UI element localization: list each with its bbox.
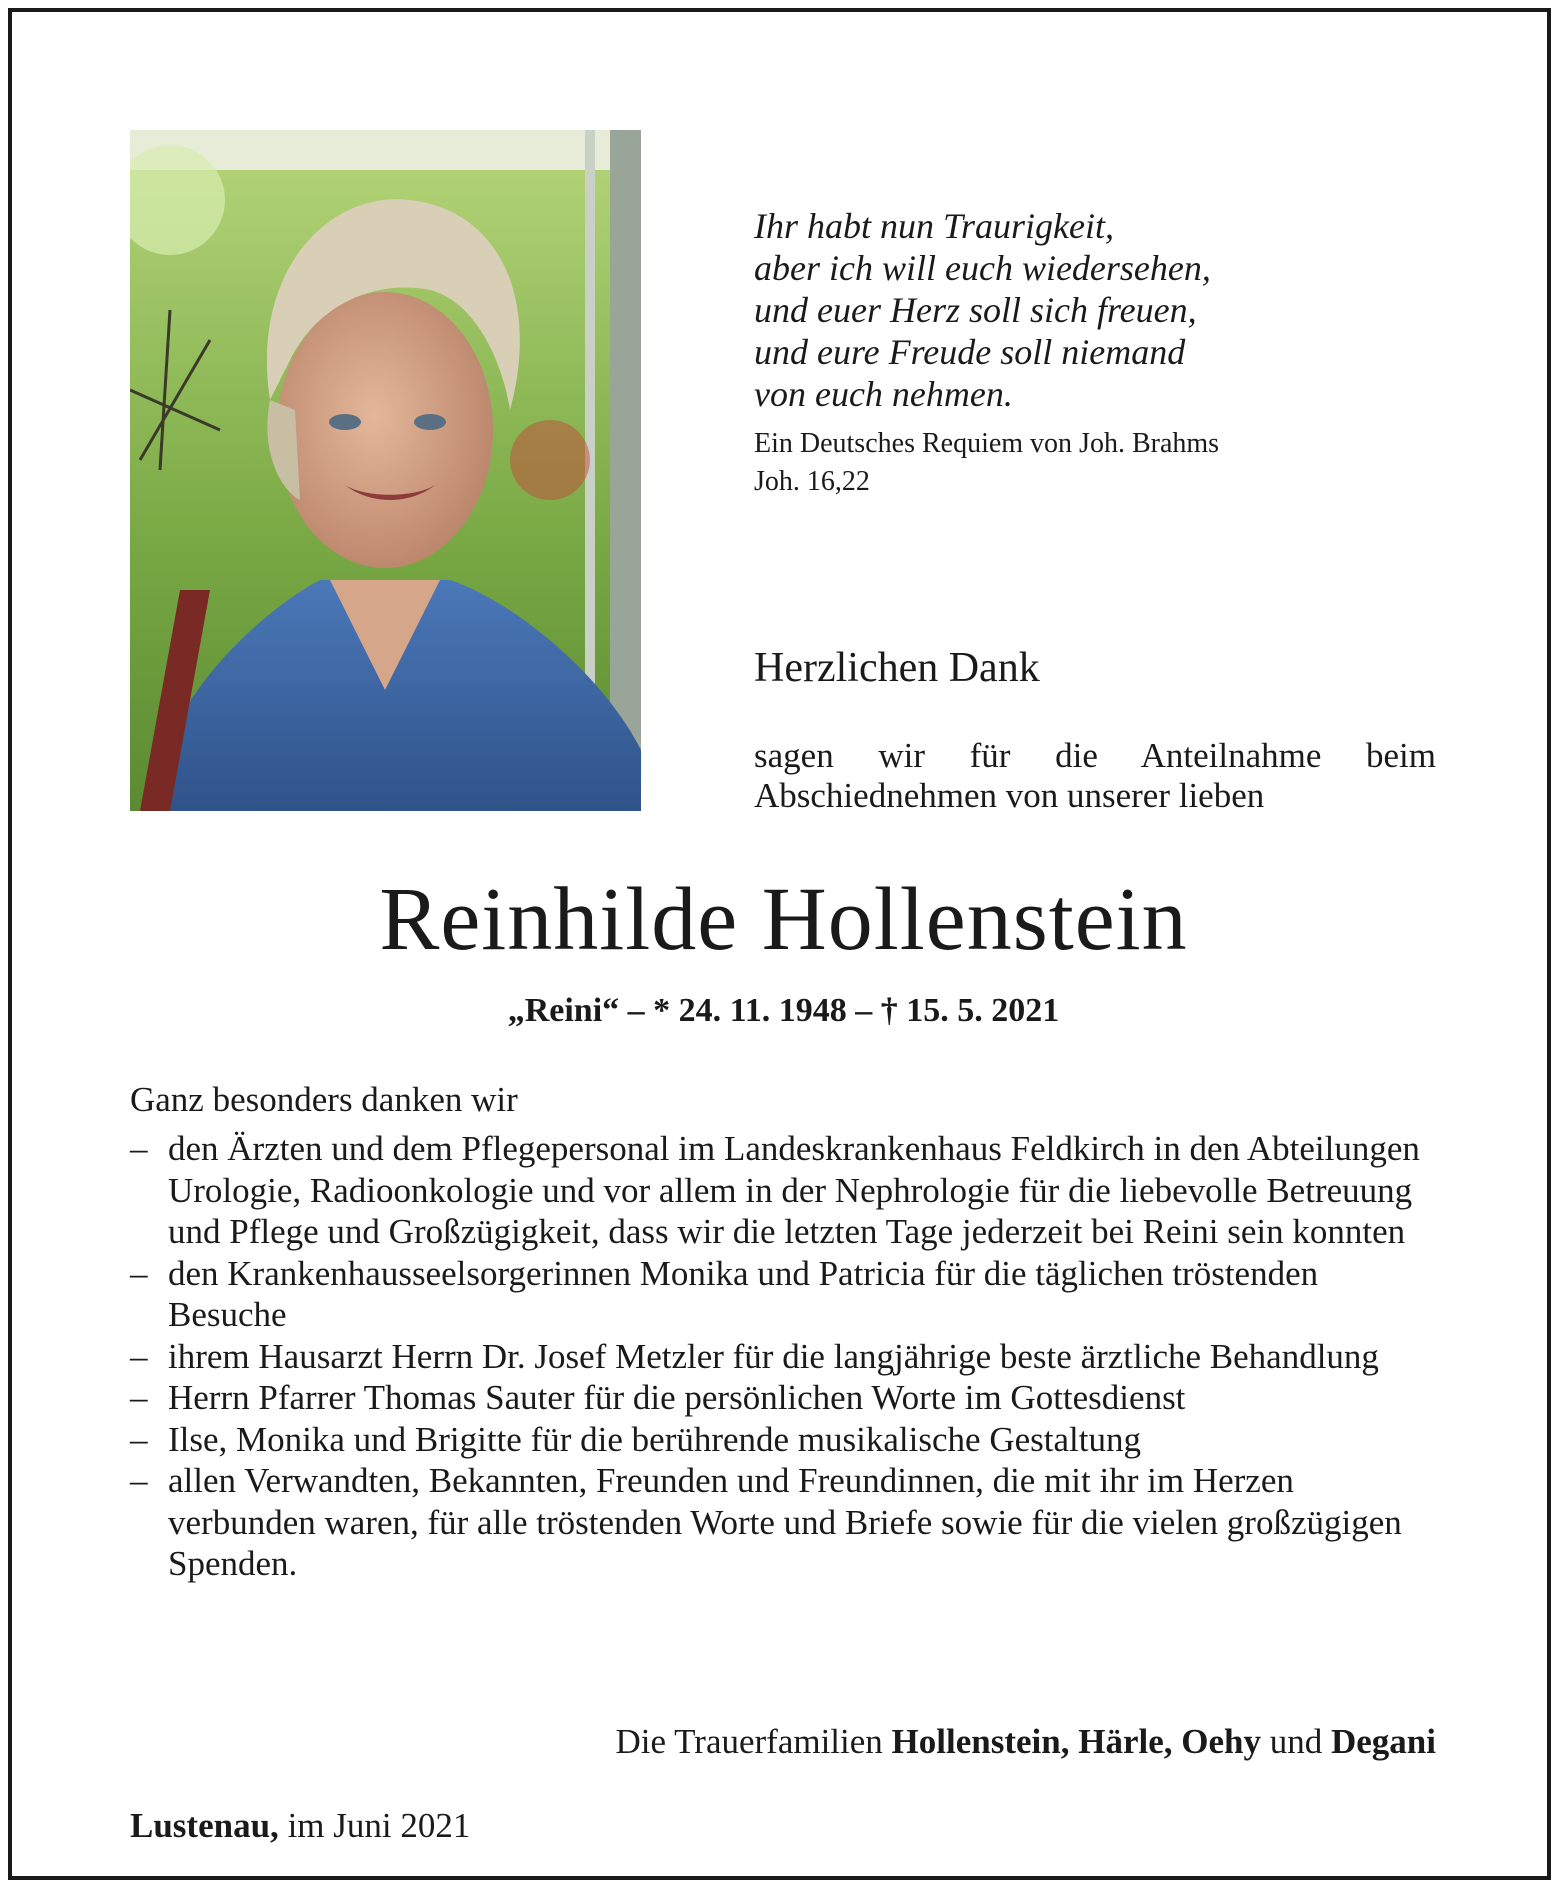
quote-source-verse: Joh. 16,22 xyxy=(754,466,870,497)
thanks-text-line: sagen wir für die Anteilnahme beim xyxy=(754,736,1436,775)
quote-line: aber ich will euch wiedersehen, xyxy=(754,248,1211,288)
family-signature xyxy=(615,1722,1436,1762)
quote-line: und eure Freude soll niemand xyxy=(754,332,1186,372)
thanks-list xyxy=(130,1128,1436,1585)
list-item: – Ilse, Monika und Brigitte für die berührende musikalische Gestaltung xyxy=(130,1419,1436,1461)
signature-conjunction: und xyxy=(1269,1722,1323,1761)
thanks-text xyxy=(754,736,1436,816)
quote-source xyxy=(754,425,1474,501)
list-item: – allen Verwandten, Bekannten, Freunden und Freundinnen, die mit ihr im Herzen verbunden waren, für alle tröstenden Worte und Briefe sowie für die vielen großzügigen Spenden. xyxy=(130,1460,1436,1585)
signature-prefix: Die Trauerfamilien xyxy=(615,1722,883,1761)
thanks-text-line: Abschiednehmen von unserer lieben xyxy=(754,776,1265,815)
portrait-photo xyxy=(130,130,641,811)
deceased-name: Reinhilde Hollenstein xyxy=(379,870,1188,969)
family-name: Oehy xyxy=(1181,1722,1261,1761)
quote-line: und euer Herz soll sich freuen, xyxy=(754,290,1197,330)
place-town: Lustenau, xyxy=(130,1806,279,1845)
place-month: im Juni 2021 xyxy=(287,1806,471,1845)
list-item: – den Ärzten und dem Pflegepersonal im Landeskrankenhaus Feldkirch in den Abteilungen Urologie, Radioonkologie und vor allem in der Nephrologie für die liebevolle Betreuung und Pflege und Großzügigkeit, dass wir die letzten Tage jederzeit bei Reini sein konnten xyxy=(130,1128,1436,1253)
quote-line: Ihr habt nun Traurigkeit, xyxy=(754,206,1115,246)
family-name: Degani xyxy=(1331,1722,1436,1761)
thanks-intro: Ganz besonders danken wir xyxy=(130,1080,518,1119)
list-item: – ihrem Hausarzt Herrn Dr. Josef Metzler für die langjährige beste ärztliche Behandlung xyxy=(130,1336,1436,1378)
quote-source-work: Ein Deutsches Requiem von Joh. Brahms xyxy=(754,428,1220,459)
family-name: Härle, xyxy=(1078,1722,1173,1761)
quote-line: von euch nehmen. xyxy=(754,374,1013,414)
thanks-heading: Herzlichen Dank xyxy=(754,645,1040,691)
list-item: – Herrn Pfarrer Thomas Sauter für die persönlichen Worte im Gottesdienst xyxy=(130,1377,1436,1419)
place-date xyxy=(130,1806,470,1846)
list-item: – den Krankenhausseelsorgerinnen Monika und Patricia für die täglichen tröstenden Besuche xyxy=(130,1253,1436,1336)
quote-block xyxy=(754,205,1474,501)
quote-text xyxy=(754,205,1474,415)
family-name: Hollenstein, xyxy=(891,1722,1070,1761)
deceased-dates: „Reini“ – * 24. 11. 1948 – † 15. 5. 2021 xyxy=(507,992,1060,1029)
